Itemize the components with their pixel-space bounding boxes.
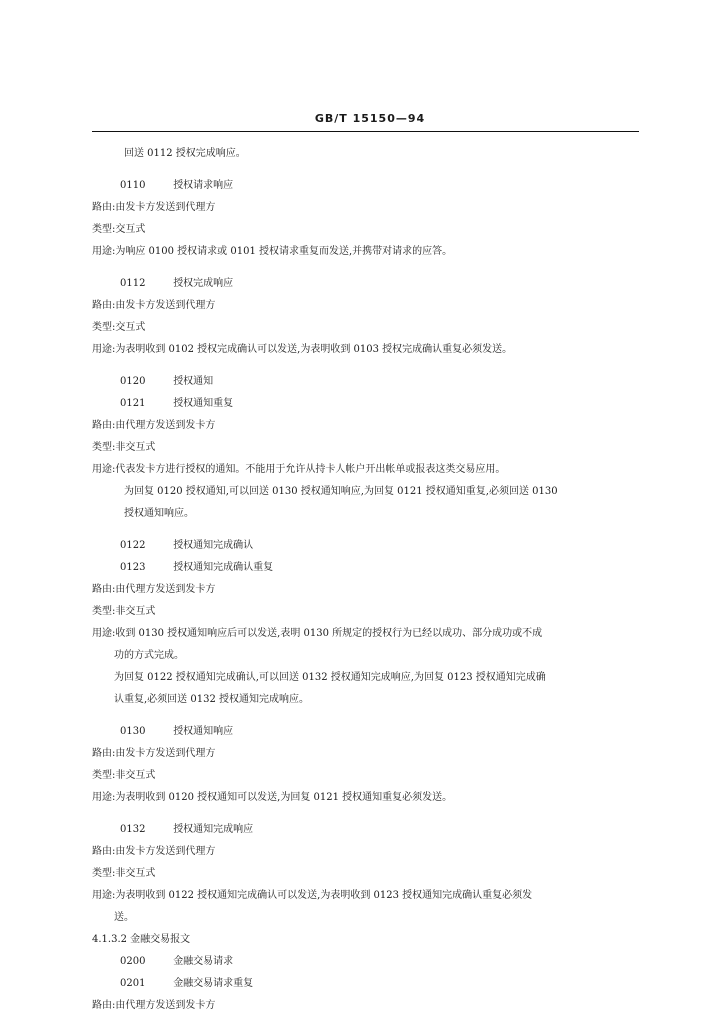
section-0132-heading (92, 819, 652, 841)
route-line: 路由:由代理方发送到发卡方 (92, 420, 216, 431)
note-line: 为回复 0122 授权通知完成确认,可以回送 0132 授权通知完成响应,为回复 0123 授权通知完成确 (114, 672, 546, 683)
use-line: 用途:为表明收到 0120 授权通知可以发送,为回复 0121 授权通知重复必须发送。 (92, 792, 453, 803)
message-title: 授权通知 (173, 376, 214, 387)
section-0201-heading (92, 973, 652, 995)
type-line: 类型:交互式 (92, 322, 146, 333)
message-title: 授权通知响应 (173, 726, 234, 737)
use-line: 用途:为表明收到 0102 授权完成确认可以发送,为表明收到 0103 授权完成确认重复必须发送。 (92, 344, 513, 355)
document-body (92, 143, 652, 1017)
route-line: 路由:由代理方发送到发卡方 (92, 584, 216, 595)
section-0112-heading (92, 273, 652, 295)
use-line: 用途:为响应 0100 授权请求或 0101 授权请求重复而发送,并携带对请求的应答。 (92, 246, 453, 257)
message-title: 授权通知完成确认重复 (173, 562, 274, 573)
type-line: 类型:非交互式 (92, 770, 156, 781)
message-code: 0123 (120, 562, 146, 573)
intro-text: 回送 0112 授权完成响应。 (124, 148, 246, 159)
type-line: 类型:交互式 (92, 224, 146, 235)
section-0110-heading (92, 175, 652, 197)
standard-number-header: GB/T 15150—94 (314, 112, 426, 125)
message-title: 金融交易请求 (173, 956, 234, 967)
message-title: 金融交易请求重复 (173, 978, 254, 989)
message-code: 0112 (120, 278, 146, 289)
use-line-continued: 功的方式完成。 (114, 650, 184, 661)
message-title: 授权通知重复 (173, 398, 234, 409)
section-0123-heading (92, 557, 652, 579)
message-code: 0122 (120, 540, 146, 551)
subsection-heading: 4.1.3.2 金融交易报文 (92, 934, 191, 945)
message-code: 0200 (120, 956, 146, 967)
message-code: 0130 (120, 726, 146, 737)
message-title: 授权完成响应 (173, 278, 234, 289)
route-line: 路由:由发卡方发送到代理方 (92, 748, 216, 759)
message-title: 授权通知完成确认 (173, 540, 254, 551)
use-line: 用途:代表发卡方进行授权的通知。不能用于允许从持卡人帐户开出帐单或报表这类交易应用。 (92, 464, 506, 475)
message-title: 授权通知完成响应 (173, 824, 254, 835)
route-line: 路由:由代理方发送到发卡方 (92, 1000, 216, 1011)
message-code: 0132 (120, 824, 146, 835)
message-code: 0120 (120, 376, 146, 387)
use-line-continued: 送。 (114, 912, 134, 923)
note-line: 认重复,必须回送 0132 授权通知完成响应。 (114, 694, 309, 705)
section-0122-heading (92, 535, 652, 557)
route-line: 路由:由发卡方发送到代理方 (92, 846, 216, 857)
section-0120-heading (92, 371, 652, 393)
note-line: 为回复 0120 授权通知,可以回送 0130 授权通知响应,为回复 0121 授权通知重复,必须回送 0130 (124, 486, 558, 497)
section-0121-heading (92, 393, 652, 415)
message-code: 0201 (120, 978, 146, 989)
message-code: 0121 (120, 398, 146, 409)
section-0130-heading (92, 721, 652, 743)
use-line: 用途:收到 0130 授权通知响应后可以发送,表明 0130 所规定的授权行为已经以成功、部分成功或不成 (92, 628, 543, 639)
type-line: 类型:非交互式 (92, 606, 156, 617)
use-line: 用途:为表明收到 0122 授权通知完成确认可以发送,为表明收到 0123 授权通知完成确认重复必须发 (92, 890, 533, 901)
route-line: 路由:由发卡方发送到代理方 (92, 300, 216, 311)
section-0200-heading (92, 951, 652, 973)
note-line: 授权通知响应。 (124, 508, 194, 519)
type-line: 类型:非交互式 (92, 868, 156, 879)
type-line: 类型:非交互式 (92, 442, 156, 453)
header-rule (92, 131, 639, 132)
route-line: 路由:由发卡方发送到代理方 (92, 202, 216, 213)
message-code: 0110 (120, 180, 146, 191)
message-title: 授权请求响应 (173, 180, 234, 191)
